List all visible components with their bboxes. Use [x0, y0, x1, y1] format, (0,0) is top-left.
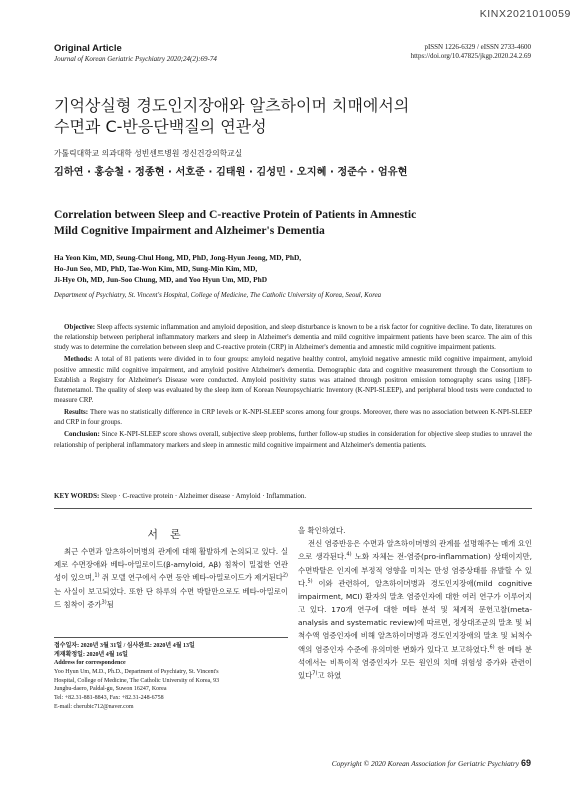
section-heading-intro: 서론 — [147, 528, 193, 541]
citation-ref[interactable]: 6) — [489, 644, 495, 651]
korean-title-line1: 기억상실형 경도인지장애와 알츠하이머 치매에서의 — [54, 96, 410, 115]
citation-ref[interactable]: 5) — [307, 578, 313, 585]
issn-doi-block — [411, 43, 531, 62]
citation-ref[interactable]: 7) — [312, 670, 318, 677]
abstract-results — [54, 407, 532, 427]
intro-text: 됨 — [106, 599, 114, 609]
objective-label: Objective: — [64, 323, 96, 331]
article-type: Original Article — [54, 43, 122, 54]
korean-authors: 김하연 · 홍승철 · 정종현 · 서호준 · 김태원 · 김성민 · 오지혜 · 정준수 · 엄유현 — [54, 167, 408, 178]
intro-text: 최근 수면과 알츠하이머병의 관계에 대해 활발하게 논의되고 있다. 실제로 수면장애와 베타-아밀로이드(β-amyloid, Aβ) 침착이 밀접한 연관성이 있으며, — [54, 547, 288, 583]
correspondence-footnote — [54, 642, 288, 712]
english-authors — [54, 252, 301, 285]
journal-header — [54, 43, 217, 63]
page-footer — [332, 758, 531, 768]
methods-label: Methods: — [64, 355, 93, 364]
citation-ref[interactable]: 2) — [282, 572, 289, 579]
intro-text: 노화 자체는 전-염증(pro-inflammation) 상태이지만, 수면박탈은 인지에 부정적 영향을 미치는 만성 염증상태를 유발할 수 있다. — [298, 552, 532, 588]
intro-text: 는 사실이 보고되었다. 또한 단 하루의 수면 박탈만으로도 베타-아밀로이드 침착이 증가 — [54, 586, 288, 609]
english-title-line1: Correlation between Sleep and C-reactive Protein of Patients in Amnestic — [54, 208, 417, 221]
intro-continuation: 을 확인하였다. — [298, 526, 346, 535]
english-title-line2: Mild Cognitive Impairment and Alzheimer's Dementia — [54, 224, 325, 238]
english-affiliation: Department of Psychiatry, St. Vincent's Hospital, College of Medicine, The Catholic University of Korea, Seoul, Korea — [54, 292, 382, 299]
received-date: 접수일자: 2020년 3월 31일 / 심사완료: 2020년 4월 13일 — [54, 643, 195, 649]
english-authors-line1: Ha Yeon Kim, MD, Seung-Chul Hong, MD, PhD, Jong-Hyun Jeong, MD, PhD, — [54, 253, 302, 262]
keywords-text: Sleep · C-reactive protein · Alzheimer disease · Amyloid · Inflammation. — [101, 492, 307, 500]
copyright: Copyright © 2020 Korean Association for Geriatric Psychiatry — [331, 759, 519, 768]
abstract — [54, 322, 532, 452]
email-address[interactable]: E-mail: cherubic712@naver.com — [54, 703, 134, 710]
address-line: Jungbu-daero, Paldal-gu, Suwon 16247, Korea — [54, 686, 167, 693]
intro-paragraph-2 — [298, 537, 532, 682]
objective-text: Sleep affects systemic inflammation and amyloid deposition, and sleep disturbance is known to be a risk factor for cognitive decline. To date, literatures on the relationship between peripheral inflammatory markers and sleep in Alzheimer's dementia and mild cognitive impairment patients have been scarce. The aim of this study was to determine the correlation between sleep and C-reactive protein (CRP) in Alzheimer's dementia and amnestic mild cognitive impairment patients. — [54, 323, 533, 352]
intro-column-right — [298, 524, 532, 682]
section-divider — [54, 508, 532, 509]
english-authors-line3: Ji-Hye Oh, MD, Jun-Soo Chung, MD, and Yoo Hyun Um, MD, PhD — [54, 275, 268, 285]
english-authors-line2: Ho-Jun Seo, MD, PhD, Tae-Won Kim, MD, Sung-Min Kim, MD, — [54, 264, 258, 274]
intro-text: 고 하였 — [317, 670, 342, 680]
korean-title — [54, 96, 409, 138]
korean-affiliation: 가톨릭대학교 의과대학 성빈센트병원 정신건강의학교실 — [54, 149, 243, 158]
address-line: Hospital, College of Medicine, The Catholic University of Korea, 93 — [54, 677, 220, 684]
doi-link[interactable]: https://doi.org/10.47825/jkgp.2020.24.2.69 — [410, 52, 531, 61]
methods-text: A total of 81 patients were divided in to four groups: amyloid negative healthy control, amyloid negative amnestic mild cognitive impairment, amyloid positive amnestic mild cognitive impairment, and amyloid positive Alzheimer's dementia. Demographic data and cognitive measurement through the Consortium to Establish a Registry for Alzheimer's Disease were conducted. Amyloid positivity status was attained through positron emission tomography scans using [18F]-flutemetamol. The quality of sleep was evaluated by the sleep item of Korean Neuropsychiatric Inventory (K-NPI-SLEEP), and peripheral blood tests were conducted to measure CRP. — [54, 355, 532, 404]
conclusion-text: Since K-NPI-SLEEP score shows overall, subjective sleep problems, further follow-up studies in consideration for objective sleep studies to unravel the relationship of peripheral inflammatory markers and sleep in amnestic mild cognitive impairment and Alzheimer's dementia patients. — [54, 430, 533, 449]
journal-reference: Journal of Korean Geriatric Psychiatry 2020;24(2):69-74 — [54, 55, 217, 63]
citation-ref[interactable]: 3) — [101, 599, 107, 606]
citation-ref[interactable]: 4) — [346, 551, 352, 558]
intro-text: 한 메타 분석에서는 비특이적 염증인자가 모든 원인의 치매 위험성 증가와 관련이 있다 — [298, 644, 533, 680]
korean-title-line2: 수면과 C-반응단백질의 연관성 — [54, 116, 267, 136]
accepted-date: 게재확정일: 2020년 4월 16일 — [54, 651, 128, 658]
abstract-methods — [54, 354, 532, 405]
issn: pISSN 1226-6329 / eISSN 2733-4600 — [424, 43, 531, 51]
phone-fax: Tel: +82.31-881-8843, Fax: +82.31-248-6758 — [54, 695, 164, 702]
intro-paragraph-1 — [54, 545, 288, 611]
document-id: KINX2021010059 — [479, 8, 571, 20]
intro-text: 전신 염증반응은 수면과 알츠하이머병의 관계를 설명해주는 매개 요인으로 생각된다. — [298, 539, 532, 562]
intro-text: 이와 관련하여, 알츠하이머병과 경도인지장애(mild cognitive impairment, MCI) 환자의 말초 염증인자에 대한 여러 연구가 이루어지고 있다. 170개 연구에 대한 메타 분석 및 체계적 문헌고찰(meta-analysis and systematic review)에 따르면, 정상대조군의 말초 및 뇌척수액 염증인자에 비해 알츠하이머병과 경도인지장애의 말초 및 뇌척수액의 염증인자 수준에 유의미한 변화가 있다고 보고하였다. — [298, 578, 532, 654]
citation-ref[interactable]: 1) — [94, 572, 100, 579]
keywords — [54, 492, 306, 500]
conclusion-label: Conclusion: — [64, 430, 100, 439]
abstract-conclusion — [54, 429, 532, 449]
keywords-label: KEY WORDS: — [54, 492, 100, 500]
page-number: 69 — [520, 758, 531, 768]
footnote-divider — [54, 637, 288, 638]
results-label: Results: — [64, 408, 89, 417]
abstract-objective — [54, 322, 532, 352]
intro-text: 쥐 모델 연구에서 수면 동안 베타-아밀로이드가 제거된다 — [99, 573, 283, 583]
address-line: Yoo Hyun Um, M.D., Ph.D., Department of Psychiatry, St. Vincent's — [54, 669, 219, 676]
intro-column-left — [54, 545, 288, 611]
address-label: Address for correspondence — [54, 660, 126, 667]
results-text: There was no statistically difference in CRP levels or K-NPI-SLEEP scores among four groups. Moreover, there was no association between K-NPI-SLEEP and CRP in four groups. — [54, 408, 533, 427]
english-title — [54, 207, 416, 239]
